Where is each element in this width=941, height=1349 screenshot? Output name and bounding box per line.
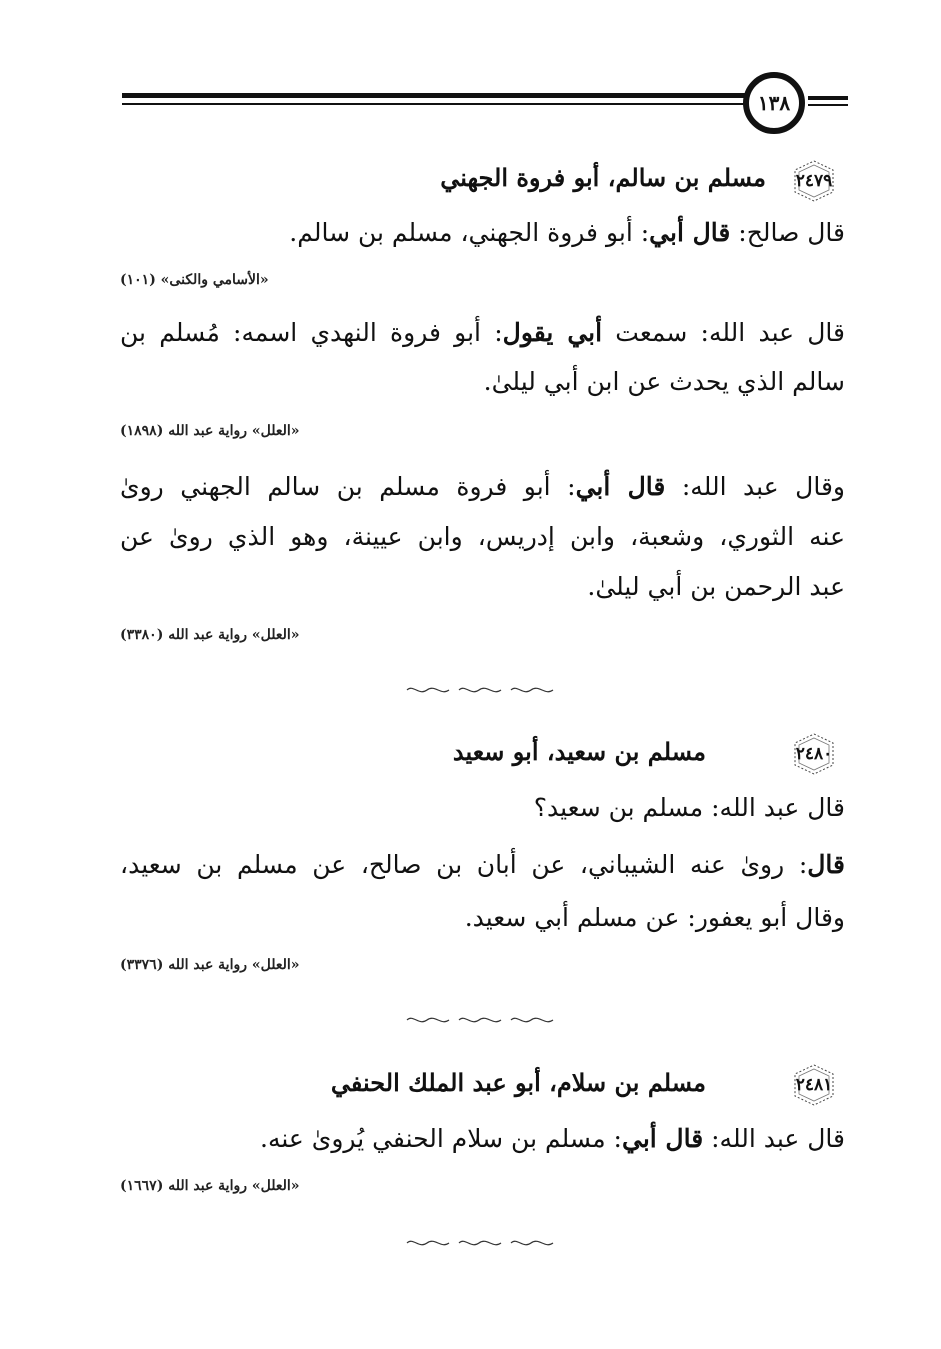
header-rule [122,93,762,109]
flourish-icon [457,1237,503,1249]
entry-number-badge [789,159,839,203]
source-citation: «العلل» رواية عبد الله (١٨٩٨) [120,423,300,439]
text-line: سالم الذي يحدث عن ابن أبي ليلىٰ. [483,367,845,396]
flourish-icon [509,684,555,696]
header-rule-right [808,96,848,108]
text-line: عنه الثوري، وشعبة، وابن إدريس، وابن عيينة، وهو الذي روىٰ عن [120,522,845,551]
text-line: وقال عبد الله: قال أبي: أبو فروة مسلم بن سالم الجهني روىٰ [120,472,845,501]
source-citation: «العلل» رواية عبد الله (١٦٦٧) [120,1178,300,1194]
text-line: قال عبد الله: قال أبي: مسلم بن سلام الحنفي يُروىٰ عنه. [260,1124,845,1153]
source-citation: «الأسامي والكنى» (١٠١) [120,272,269,288]
entry-title: مسلم بن سعيد، أبو سعيد [452,737,706,766]
text-line: قال عبد الله: سمعت أبي يقول: أبو فروة النهدي اسمه: مُسلم بن [120,318,845,347]
text-line: قال: روىٰ عنه الشيباني، عن أبان بن صالح، عن مسلم بن سعيد، [120,850,845,879]
entry-number-badge [789,732,839,776]
flourish-icon [405,1237,451,1249]
flourish-icon [405,1014,451,1026]
text-line: قال صالح: قال أبي: أبو فروة الجهني، مسلم بن سالم. [289,218,845,247]
entry-number: ٢٤٧٩ [795,171,833,191]
flourish-icon [405,684,451,696]
ornament-separator [405,1014,555,1026]
flourish-icon [509,1237,555,1249]
text-line: وقال أبو يعفور: عن مسلم أبي سعيد. [464,903,845,932]
entry-title: مسلم بن سالم، أبو فروة الجهني [440,163,766,192]
source-citation: «العلل» رواية عبد الله (٣٣٧٦) [120,957,300,973]
text-line: قال عبد الله: مسلم بن سعيد؟ [533,793,845,822]
entry-number: ٢٤٨١ [795,1075,833,1095]
flourish-icon [509,1014,555,1026]
page-number-badge [743,72,805,134]
flourish-icon [457,684,503,696]
flourish-icon [457,1014,503,1026]
ornament-separator [405,1237,555,1249]
source-citation: «العلل» رواية عبد الله (٣٣٨٠) [120,627,300,643]
entry-number: ٢٤٨٠ [795,744,833,764]
page-number: ١٣٨ [757,91,791,115]
ornament-separator [405,684,555,696]
entry-title: مسلم بن سلام، أبو عبد الملك الحنفي [330,1068,706,1097]
text-line: عبد الرحمن بن أبي ليلىٰ. [587,572,845,601]
entry-number-badge [789,1063,839,1107]
